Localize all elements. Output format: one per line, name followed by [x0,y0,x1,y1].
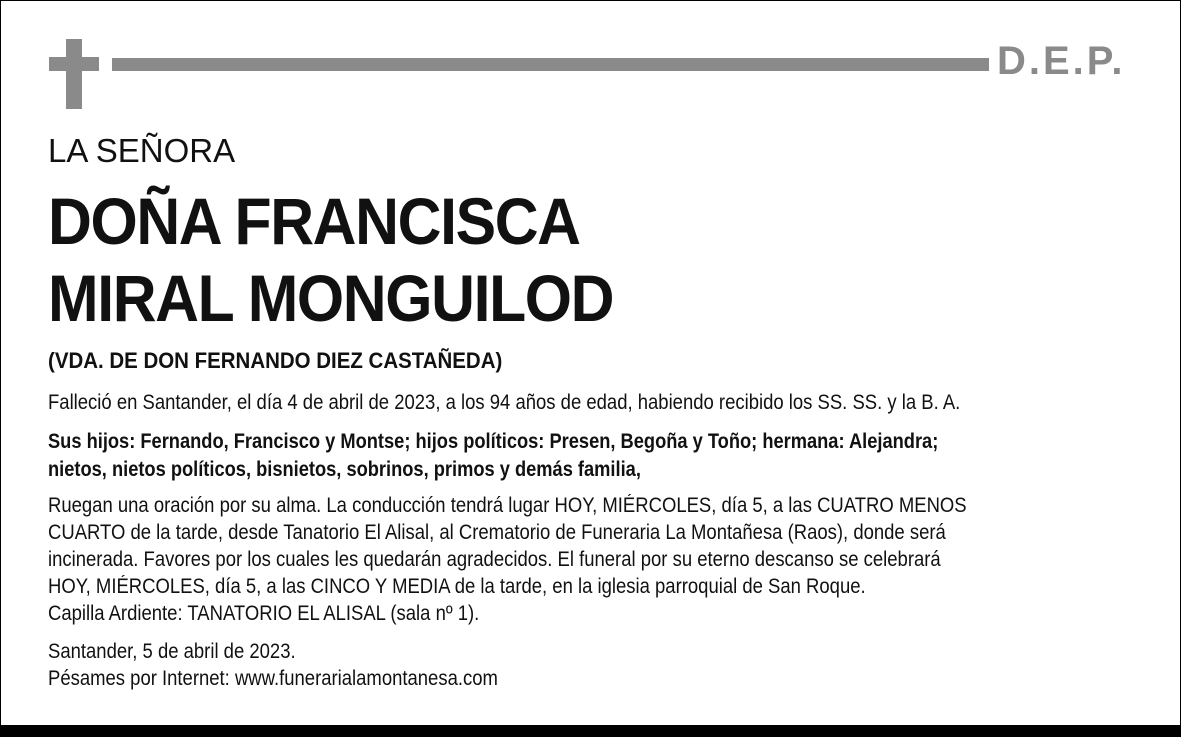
deceased-name-line1: DOÑA FRANCISCA [48,184,580,258]
chapel-info: Capilla Ardiente: TANATORIO EL ALISAL (sala nº 1). [48,602,480,625]
paragraph-line: HOY, MIÉRCOLES, día 5, a las CINCO Y MEDIA de la tarde, en la iglesia parroquial de San Roque. [48,575,866,598]
widow-of-line: (VDA. DE DON FERNANDO DIEZ CASTAÑEDA) [48,348,503,373]
header-rule [112,58,989,71]
place-date: Santander, 5 de abril de 2023. [48,640,296,663]
intro-title: LA SEÑORA [48,132,236,169]
cross-icon [49,39,99,109]
paragraph-line: Ruegan una oración por su alma. La conducción tendrá lugar HOY, MIÉRCOLES, día 5, a las CUATRO MENOS [48,494,967,517]
paragraph-line: incinerada. Favores por los cuales les quedarán agradecidos. El funeral por su eterno descanso se celebrará [48,548,941,571]
paragraph-line: CUARTO de la tarde, desde Tanatorio El Alisal, al Crematorio de Funeraria La Montañesa (Raos), donde será [48,521,946,544]
dep-label: D.E.P. [997,39,1126,83]
family-line-1: Sus hijos: Fernando, Francisco y Montse; hijos políticos: Presen, Begoña y Toño; hermana: Alejandra; [48,430,939,453]
death-statement: Falleció en Santander, el día 4 de abril de 2023, a los 94 años de edad, habiendo recibido los SS. SS. y la B. A. [48,391,961,414]
family-line-2: nietos, nietos políticos, bisnietos, sobrinos, primos y demás familia, [48,458,641,481]
bottom-rule [0,725,1181,737]
condolences-line: Pésames por Internet: www.funerarialamontanesa.com [48,667,498,690]
deceased-name-line2: MIRAL MONGUILOD [48,261,614,335]
